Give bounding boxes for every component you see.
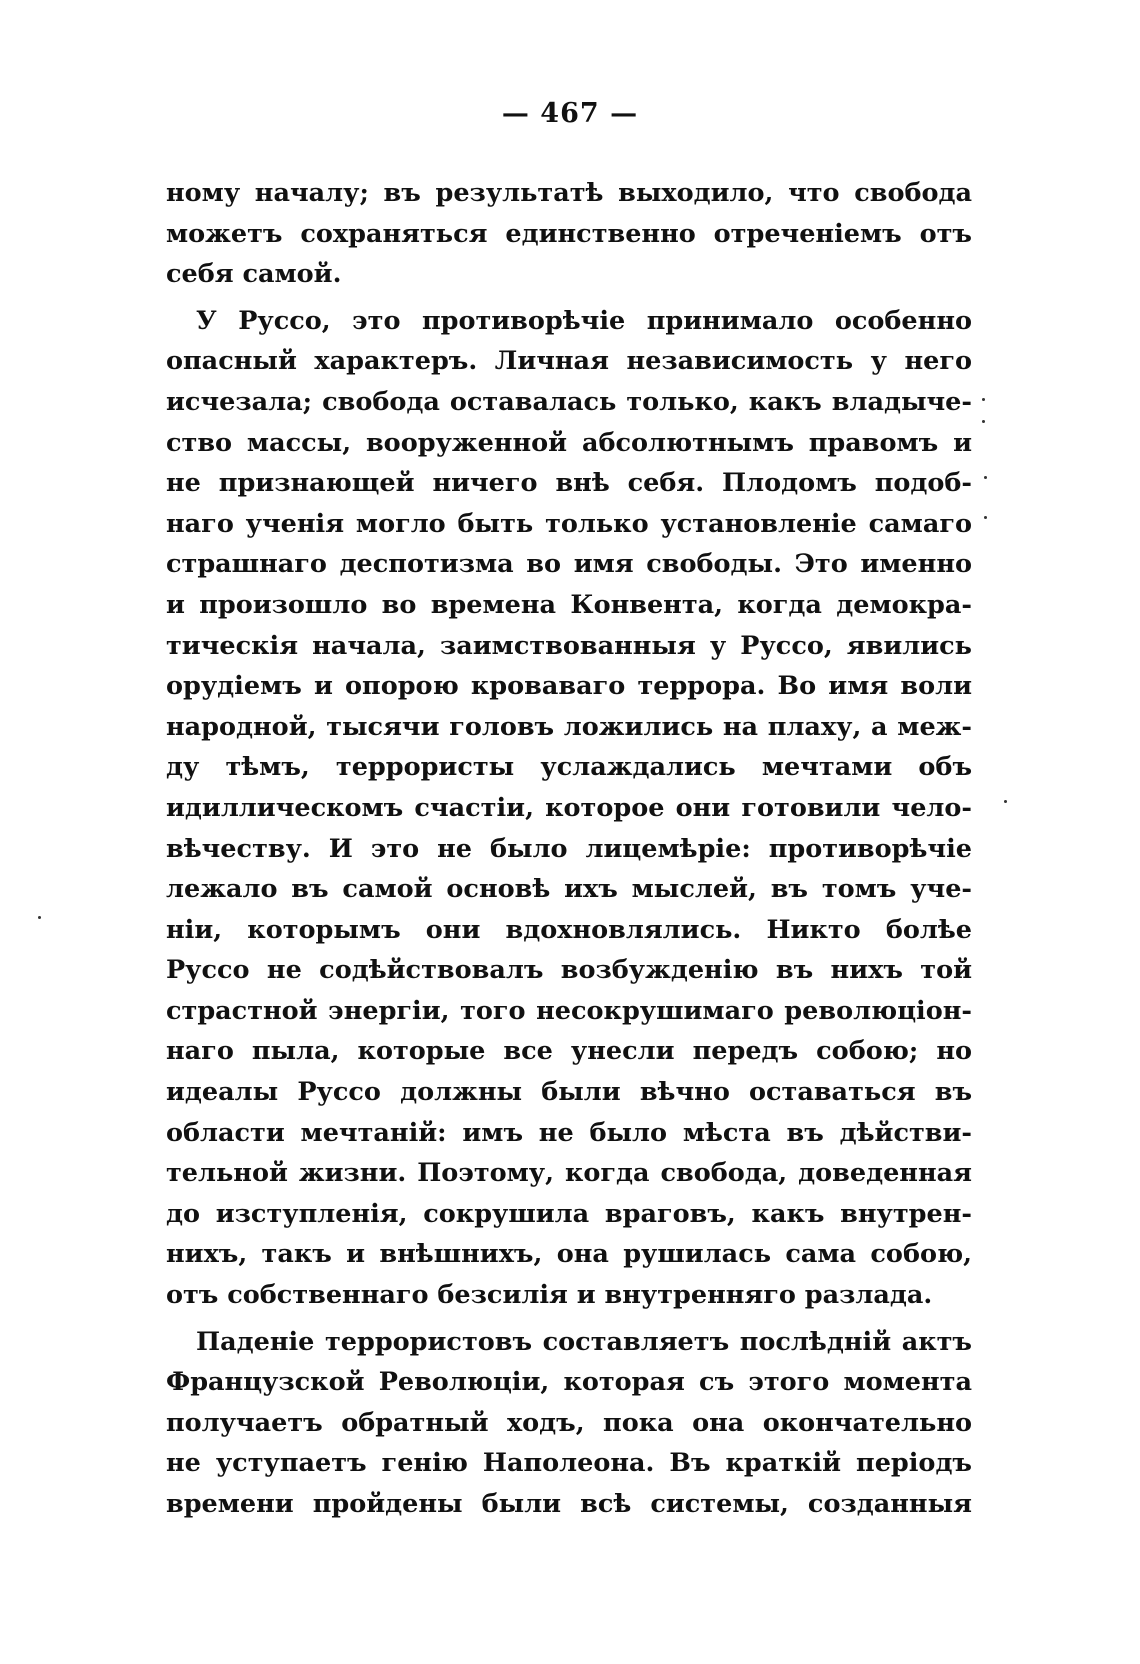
page-number: — 467 — <box>501 98 639 129</box>
scan-speck <box>982 398 985 401</box>
text-line: идеалы Руссо должны были вѣчно оставаться въ <box>166 1077 972 1108</box>
scan-speck <box>982 420 985 423</box>
text-line: тическія начала, заимствованныя у Руссо, явились <box>166 630 972 661</box>
text-line: идиллическомъ счастіи, которое они готовили чело- <box>166 792 972 823</box>
text-line: себя самой. <box>166 259 342 290</box>
text-line: не признающей ничего внѣ себя. Плодомъ подоб- <box>166 468 972 499</box>
text-line: орудіемъ и опорою кроваваго террора. Во имя воли <box>166 671 972 702</box>
text-line: лежало въ самой основѣ ихъ мыслей, въ томъ уче- <box>166 874 972 905</box>
text-line: области мечтаній: имъ не было мѣста въ дѣйстви- <box>166 1117 972 1148</box>
text-line: Паденіе террористовъ составляетъ послѣдній актъ <box>196 1326 972 1357</box>
text-line: получаетъ обратный ходъ, пока она окончательно <box>166 1407 972 1438</box>
text-line: тельной жизни. Поэтому, когда свобода, доведенная <box>166 1158 972 1189</box>
paragraph <box>166 1322 972 1525</box>
body-text <box>166 173 972 1525</box>
text-line: времени пройдены были всѣ системы, созданныя <box>166 1489 972 1519</box>
text-line: народной, тысячи головъ ложились на плаху, а меж- <box>166 711 972 742</box>
scan-speck <box>984 476 987 479</box>
text-line: ду тѣмъ, террористы услаждались мечтами объ <box>166 752 972 783</box>
text-line: Французской Революціи, которая съ этого момента <box>166 1367 972 1398</box>
text-line: вѣчеству. И это не было лицемѣріе: противорѣчіе <box>166 833 972 864</box>
text-line: нихъ, такъ и внѣшнихъ, она рушилась сама собою, <box>166 1239 972 1270</box>
text-line: опасный характеръ. Личная независимость у него <box>166 346 972 377</box>
paragraph <box>166 301 972 1316</box>
text-line: ному началу; въ результатѣ выходило, что свобода <box>166 178 972 208</box>
text-line: до изступленія, сокрушила враговъ, какъ внутрен- <box>166 1198 972 1229</box>
text-line: наго пыла, которые все унесли передъ собою; но <box>166 1036 972 1067</box>
text-line: наго ученія могло быть только установленіе самаго <box>166 508 972 539</box>
text-line: Руссо не содѣйствовалъ возбужденію въ нихъ той <box>166 955 972 986</box>
text-line: ство массы, вооруженной абсолютнымъ правомъ и <box>166 427 972 458</box>
text-line: и произошло во времена Конвента, когда демокра- <box>166 589 972 620</box>
text-line: можетъ сохраняться единственно отреченіемъ отъ <box>166 218 972 249</box>
text-line: страшнаго деспотизма во имя свободы. Это именно <box>166 549 972 580</box>
scan-speck <box>1004 800 1007 803</box>
scan-speck <box>38 916 41 919</box>
paragraph <box>166 173 972 295</box>
text-line: отъ собственнаго безсилія и внутренняго разлада. <box>166 1280 933 1311</box>
text-line: ніи, которымъ они вдохновлялись. Никто болѣе <box>166 914 972 945</box>
text-line: У Руссо, это противорѣчіе принимало особенно <box>196 305 972 336</box>
text-line: страстной энергіи, того несокрушимаго революціон- <box>166 995 972 1026</box>
text-line: не уступаетъ генію Наполеона. Въ краткій періодъ <box>166 1448 972 1479</box>
text-line: исчезала; свобода оставалась только, какъ владыче- <box>166 386 972 417</box>
scan-speck <box>984 516 987 519</box>
